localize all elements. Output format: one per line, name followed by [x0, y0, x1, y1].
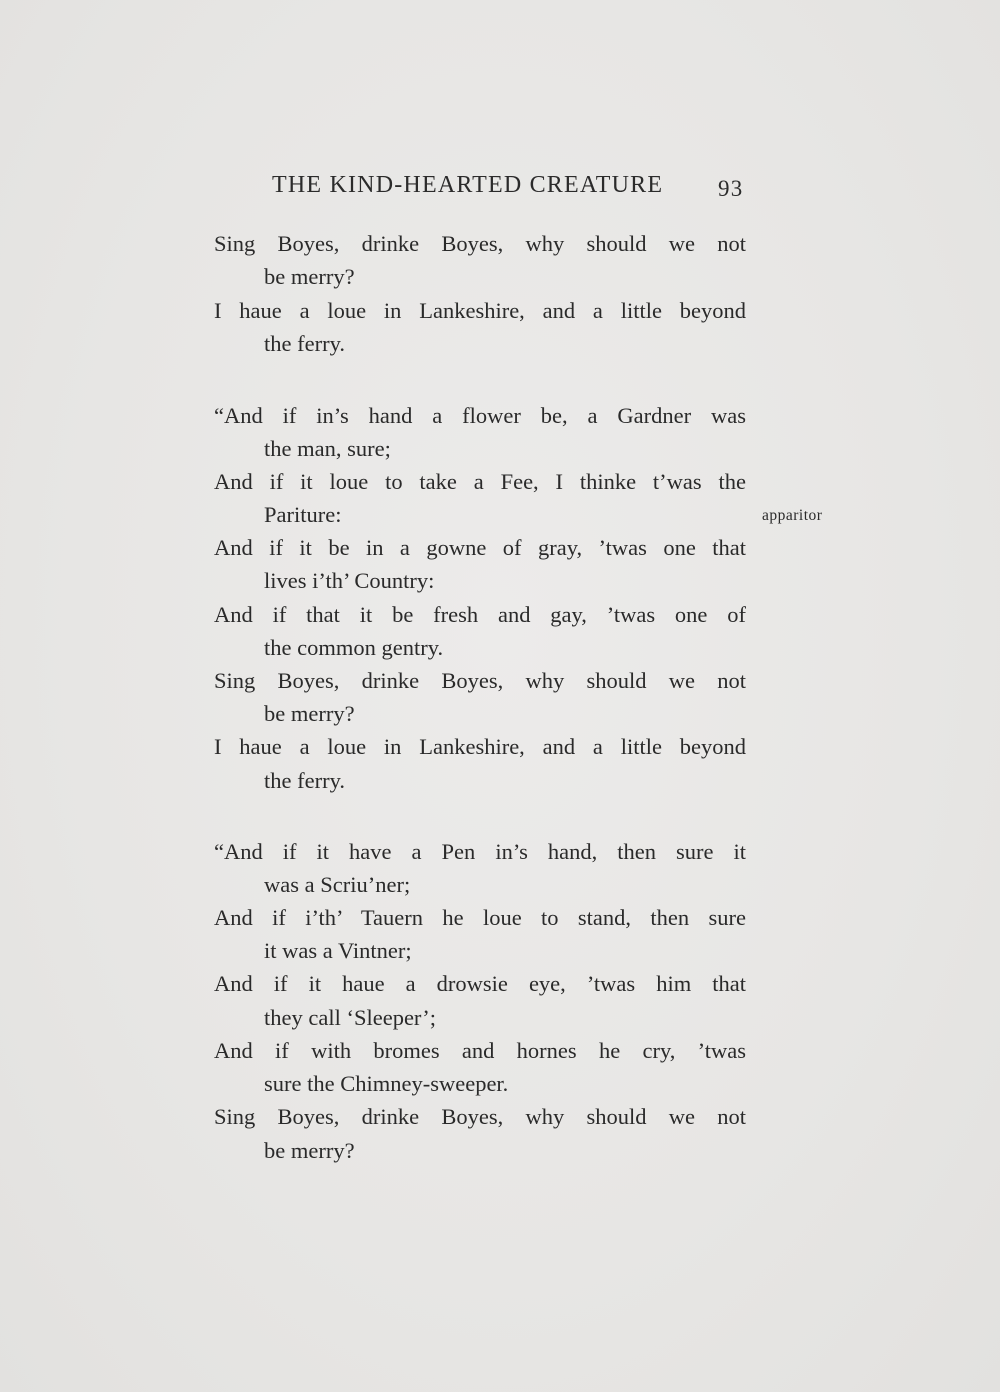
verse-line: “And if in’s hand a flower be, a Gardner was	[214, 403, 746, 428]
verse-line: I haue a loue in Lankeshire, and a little beyond	[214, 734, 746, 759]
verse-line-continuation: the common gentry.	[264, 635, 444, 660]
verse-line-continuation: the ferry.	[264, 768, 345, 793]
verse-line-continuation: sure the Chimney-sweeper.	[264, 1071, 509, 1096]
verse-line-continuation: be merry?	[264, 1138, 355, 1163]
verse-line: And if it haue a drowsie eye, ’twas him that	[214, 971, 746, 996]
verse-line: Sing Boyes, drinke Boyes, why should we not	[214, 1104, 746, 1129]
verse-line-continuation: it was a Vintner;	[264, 938, 412, 963]
verse-line: And if with bromes and hornes he cry, ’twas	[214, 1038, 746, 1063]
verse-line-continuation: they call ‘Sleeper’;	[264, 1005, 437, 1030]
verse-line-continuation: lives i’th’ Country:	[264, 568, 435, 593]
running-header	[272, 168, 752, 208]
verse-line-continuation: the ferry.	[264, 331, 345, 356]
verse-line: Sing Boyes, drinke Boyes, why should we not	[214, 231, 746, 256]
verse-line: And if i’th’ Tauern he loue to stand, then sure	[214, 905, 746, 930]
verse-line: “And if it have a Pen in’s hand, then sure it	[214, 839, 746, 864]
verse-line-continuation: was a Scriu’ner;	[264, 872, 411, 897]
page-number: 93	[718, 176, 744, 201]
verse-line-continuation: be merry?	[264, 701, 355, 726]
verse-line: I haue a loue in Lankeshire, and a little beyond	[214, 298, 746, 323]
verse-line-continuation: the man, sure;	[264, 436, 391, 461]
marginal-gloss: apparitor	[762, 507, 823, 524]
verse-line: And if it loue to take a Fee, I thinke t’was the	[214, 469, 746, 494]
verse-line: And if that it be fresh and gay, ’twas one of	[214, 602, 746, 627]
verse-line: Sing Boyes, drinke Boyes, why should we not	[214, 668, 746, 693]
verse-line-continuation: be merry?	[264, 264, 355, 289]
verse-line: And if it be in a gowne of gray, ’twas one that	[214, 535, 746, 560]
verse-line-continuation: Pariture:	[264, 502, 342, 527]
running-title: THE KIND-HEARTED CREATURE	[272, 172, 664, 198]
